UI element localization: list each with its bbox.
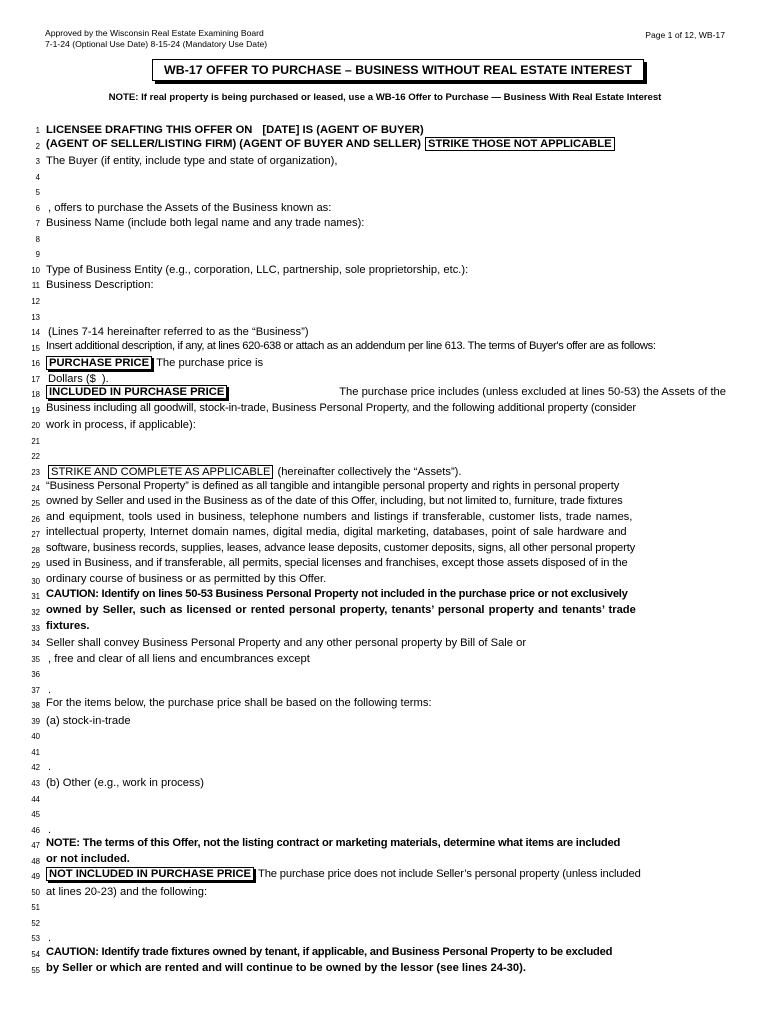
line-47-note: NOTE: The terms of this Offer, not the listing contract or marketing materials, determine what items are included bbox=[46, 837, 621, 850]
form-line bbox=[30, 681, 726, 697]
line-number: 44 bbox=[31, 794, 40, 804]
form-line bbox=[30, 276, 726, 292]
line-number: 17 bbox=[31, 374, 40, 384]
form-line bbox=[30, 821, 726, 837]
line-number: 22 bbox=[31, 452, 40, 462]
line-number: 42 bbox=[31, 763, 40, 773]
line-number: 32 bbox=[31, 607, 40, 617]
form-line bbox=[30, 836, 726, 852]
line-number: 43 bbox=[31, 778, 40, 788]
form-line bbox=[30, 727, 726, 743]
form-line bbox=[30, 292, 726, 308]
line-24-text: “Business Personal Property” is defined as all tangible and intangible personal property and rights in personal property bbox=[46, 479, 620, 492]
line-number: 50 bbox=[31, 887, 40, 897]
line-1-agent-text: [DATE] IS (AGENT OF BUYER) bbox=[262, 124, 424, 136]
line-number: 39 bbox=[31, 716, 40, 726]
form-line bbox=[30, 758, 726, 774]
line-number: 33 bbox=[31, 623, 40, 633]
line-33-caution: fixtures. bbox=[46, 619, 90, 632]
line-53-period: . bbox=[48, 932, 52, 945]
line-number: 14 bbox=[31, 328, 40, 338]
line-37-period: . bbox=[48, 683, 52, 696]
line-number: 1 bbox=[35, 126, 40, 135]
form-line bbox=[30, 261, 726, 277]
header-approval bbox=[45, 28, 267, 50]
line-number: 18 bbox=[31, 390, 40, 400]
form-line bbox=[30, 650, 726, 666]
line-18-text: The purchase price includes (unless excluded at lines 50-53) the Assets of the bbox=[339, 386, 726, 399]
form-line bbox=[30, 183, 726, 199]
line-11-text: Business Description: bbox=[46, 279, 154, 292]
form-line bbox=[30, 867, 726, 883]
form-line bbox=[30, 914, 726, 930]
line-31-caution: CAUTION: Identify on lines 50-53 Business Personal Property not included in the purchase price or not exclusively bbox=[46, 588, 628, 601]
form-line bbox=[30, 323, 726, 339]
form-line bbox=[30, 152, 726, 168]
form-line bbox=[30, 712, 726, 728]
line-number: 2 bbox=[35, 141, 40, 151]
line-14-text: (Lines 7-14 hereinafter referred to as the “Business”) bbox=[48, 326, 309, 339]
line-46-period: . bbox=[48, 823, 52, 836]
form-line bbox=[30, 479, 726, 495]
line-number: 27 bbox=[31, 530, 40, 540]
line-number: 10 bbox=[31, 265, 40, 275]
form-line bbox=[30, 619, 726, 635]
line-number: 23 bbox=[31, 468, 40, 478]
form-line bbox=[30, 743, 726, 759]
form-line bbox=[30, 541, 726, 557]
line-number: 15 bbox=[31, 343, 40, 353]
form-line bbox=[30, 510, 726, 526]
line-number: 29 bbox=[31, 561, 40, 571]
page-info: Page 1 of 12, WB-17 bbox=[645, 30, 725, 40]
line-54-caution: CAUTION: Identify trade fixtures owned by tenant, if applicable, and Business Personal Property to be excluded bbox=[46, 945, 613, 958]
form-line bbox=[30, 432, 726, 448]
form-line bbox=[30, 696, 726, 712]
line-7-text: Business Name (include both legal name and any trade names): bbox=[46, 217, 365, 230]
line-number: 21 bbox=[31, 436, 40, 446]
line-number: 16 bbox=[31, 359, 40, 369]
line-number: 55 bbox=[31, 965, 40, 975]
line-49-text: The purchase price does not include Seller’s personal property (unless included bbox=[258, 868, 641, 881]
line-29-text: used in Business, and if transferable, all permits, special licenses and franchises, except those assets disposed of in the bbox=[46, 557, 628, 570]
form-line bbox=[30, 354, 726, 370]
line-20-text: work in process, if applicable): bbox=[46, 419, 196, 432]
line-34-text: Seller shall convey Business Personal Property and any other personal property by Bill of Sale or bbox=[46, 637, 527, 650]
line-number: 9 bbox=[35, 250, 40, 260]
form-line bbox=[30, 494, 726, 510]
line-30-text: ordinary course of business or as permitted by this Offer. bbox=[46, 572, 327, 585]
line-number: 4 bbox=[35, 172, 40, 182]
line-number: 30 bbox=[31, 576, 40, 586]
line-23-text: (hereinafter collectively the “Assets”). bbox=[277, 466, 462, 479]
line-number: 20 bbox=[31, 421, 40, 431]
not-included-heading: NOT INCLUDED IN PURCHASE PRICE bbox=[46, 867, 254, 881]
line-number: 38 bbox=[31, 701, 40, 711]
form-line bbox=[30, 137, 726, 153]
line-number: 6 bbox=[35, 203, 40, 213]
line-number: 5 bbox=[35, 188, 40, 198]
line-number: 48 bbox=[31, 856, 40, 866]
purchase-price-heading: PURCHASE PRICE bbox=[46, 356, 152, 370]
line-number: 49 bbox=[31, 872, 40, 882]
form-line bbox=[30, 572, 726, 588]
line-number: 7 bbox=[35, 219, 40, 229]
strike-not-applicable-box: STRIKE THOSE NOT APPLICABLE bbox=[425, 137, 615, 151]
form-line bbox=[30, 370, 726, 386]
line-number: 41 bbox=[31, 747, 40, 757]
form-line bbox=[30, 929, 726, 945]
line-number: 11 bbox=[31, 281, 40, 291]
line-number: 25 bbox=[31, 499, 40, 509]
line-number: 13 bbox=[31, 312, 40, 322]
form-line bbox=[30, 463, 726, 479]
form-line bbox=[30, 883, 726, 899]
form-line bbox=[30, 401, 726, 417]
line-50-text: at lines 20-23) and the following: bbox=[46, 885, 208, 898]
line-number: 46 bbox=[31, 825, 40, 835]
line-number: 36 bbox=[31, 670, 40, 680]
line-number: 8 bbox=[35, 234, 40, 244]
line-number: 52 bbox=[31, 918, 40, 928]
line-number: 40 bbox=[31, 732, 40, 742]
strike-complete-box: STRIKE AND COMPLETE AS APPLICABLE bbox=[48, 465, 273, 479]
form-line bbox=[30, 121, 726, 137]
line-15-text: Insert additional description, if any, at lines 620-638 or attach as an addendum per line 613. The terms of Buyer's offer are as follows: bbox=[46, 339, 656, 352]
line-number: 24 bbox=[31, 483, 40, 493]
line-2-text: (AGENT OF SELLER/LISTING FIRM) (AGENT OF BUYER AND SELLER) bbox=[46, 137, 421, 150]
included-heading: INCLUDED IN PURCHASE PRICE bbox=[46, 385, 227, 399]
form-line bbox=[30, 665, 726, 681]
line-17-dollars: Dollars ($ bbox=[48, 372, 96, 385]
line-number: 19 bbox=[31, 405, 40, 415]
line-1-text: LICENSEE DRAFTING THIS OFFER ON bbox=[46, 124, 253, 136]
line-number: 45 bbox=[31, 810, 40, 820]
line-55-caution: by Seller or which are rented and will continue to be owned by the lessor (see lines 24-30). bbox=[46, 961, 526, 974]
form-line bbox=[30, 603, 726, 619]
line-3-text: The Buyer (if entity, include type and state of organization), bbox=[46, 155, 338, 168]
line-32-caution: owned by Seller, such as licensed or rented personal property, tenants’ personal property and tenants’ trade bbox=[46, 603, 636, 616]
line-number: 53 bbox=[31, 934, 40, 944]
form-line bbox=[30, 852, 726, 868]
line-43-text: (b) Other (e.g., work in process) bbox=[46, 776, 204, 789]
line-38-text: For the items below, the purchase price shall be based on the following terms: bbox=[46, 697, 432, 710]
line-28-text: software, business records, supplies, leases, advance lease deposits, customer deposits, signs, all other personal property bbox=[46, 541, 636, 554]
approval-board-line: Approved by the Wisconsin Real Estate Examining Board bbox=[45, 28, 264, 38]
form-line bbox=[30, 339, 726, 355]
form-line bbox=[30, 587, 726, 603]
form-line bbox=[30, 308, 726, 324]
form-line bbox=[30, 634, 726, 650]
line-17-end: ). bbox=[101, 372, 109, 385]
line-number: 26 bbox=[31, 514, 40, 524]
form-line bbox=[30, 525, 726, 541]
form-line bbox=[30, 945, 726, 961]
form-title: WB-17 OFFER TO PURCHASE – BUSINESS WITHOUT REAL ESTATE INTEREST bbox=[152, 59, 644, 81]
line-25-text: owned by Seller and used in the Business as of the date of this Offer, including, but not limited to, furniture, trade fixtures bbox=[46, 495, 623, 508]
line-27-text: intellectual property, Internet domain names, digital media, digital marketing, databases, point of sale hardware and bbox=[46, 526, 627, 539]
form-line bbox=[30, 416, 726, 432]
form-line bbox=[30, 447, 726, 463]
line-number: 47 bbox=[31, 841, 40, 851]
form-line bbox=[30, 199, 726, 215]
line-number: 31 bbox=[31, 592, 40, 602]
form-line bbox=[30, 774, 726, 790]
line-number: 12 bbox=[31, 297, 40, 307]
line-39-text: (a) stock-in-trade bbox=[46, 714, 131, 727]
line-48-note: or not included. bbox=[46, 852, 130, 865]
line-number: 54 bbox=[31, 949, 40, 959]
form-line bbox=[30, 230, 726, 246]
line-26-text: and equipment, tools used in business, telephone numbers and listings if transferable, customer lists, trade names, bbox=[46, 510, 633, 523]
real-property-note: NOTE: If real property is being purchased or leased, use a WB-16 Offer to Purchase — Business With Real Estate Interest bbox=[108, 92, 662, 103]
form-line bbox=[30, 805, 726, 821]
form-line bbox=[30, 961, 726, 977]
line-number: 28 bbox=[31, 545, 40, 555]
form-lines bbox=[30, 121, 726, 976]
line-6-text: , offers to purchase the Assets of the Business known as: bbox=[48, 201, 332, 214]
form-line bbox=[30, 168, 726, 184]
line-number: 35 bbox=[31, 654, 40, 664]
form-line bbox=[30, 214, 726, 230]
form-line bbox=[30, 790, 726, 806]
form-line bbox=[30, 556, 726, 572]
form-line bbox=[30, 898, 726, 914]
line-number: 3 bbox=[35, 157, 40, 167]
line-number: 37 bbox=[31, 685, 40, 695]
approval-dates-line: 7-1-24 (Optional Use Date) 8-15-24 (Mandatory Use Date) bbox=[45, 39, 268, 49]
line-42-period: . bbox=[48, 761, 52, 774]
line-10-text: Type of Business Entity (e.g., corporation, LLC, partnership, sole proprietorship, etc.): bbox=[46, 263, 469, 276]
line-number: 51 bbox=[31, 903, 40, 913]
line-35-text: , free and clear of all liens and encumbrances except bbox=[48, 652, 310, 665]
form-line bbox=[30, 385, 726, 401]
form-line bbox=[30, 245, 726, 261]
line-16-text: The purchase price is bbox=[156, 357, 264, 370]
line-number: 34 bbox=[31, 639, 40, 649]
line-19-text: Business including all goodwill, stock-in-trade, Business Personal Property, and the following additional property (consider bbox=[46, 401, 636, 414]
